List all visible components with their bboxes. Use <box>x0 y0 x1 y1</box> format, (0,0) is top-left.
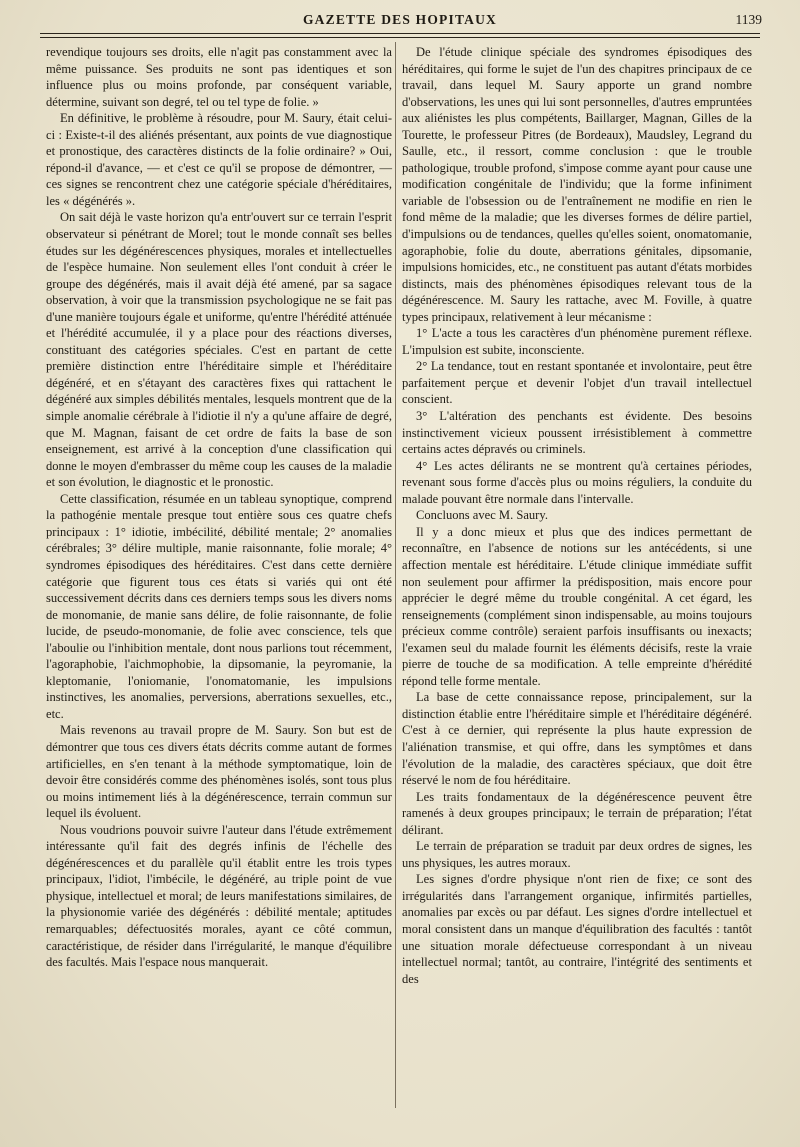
left-column <box>46 44 392 971</box>
left-paragraph-4: Cette classification, résumée en un tableau synoptique, comprend la pathogénie mentale presque tout entière sous ces quatre chefs principaux : 1° idiotie, imbécilité, débilité mentale; 2° anomalies cérébrales; 3° délire multiple, manie raisonnante, folie morale; 4° syndromes épisodiques des héréditaires. C'est dans cette dernière catégorie que figurent tous ces états si variés qui ont été successivement décrits dans ces derniers temps sous les divers noms de monomanie, de manie sans délire, de folie raisonnante, de folie lucide, de pseudo-monomanie, de folie avec conscience, tels que l'aboulie ou l'inhibition mentale, dont nous parlions tout récemment, l'agoraphobie, l'aichmophobie, la dipsomanie, la peyromanie, la kleptomanie, l'oniomanie, l'onomatomanie, les impulsions instinctives, les anomalies, perversions, aberrations sexuelles, etc., etc. <box>46 491 392 721</box>
page-number: 1139 <box>735 12 762 27</box>
right-paragraph-11: Les signes d'ordre physique n'ont rien de fixe; ce sont des irrégularités dans l'arrangement organique, infirmités partielles, anomalies par excès ou par défaut. Les signes d'ordre intellectuel et moral consistent dans un manque d'équilibration des facultés : tantôt une situation morale défectueuse correspondant à un niveau intellectuel normal; tantôt, au contraire, l'intégrité des sentiments et des <box>402 872 752 986</box>
right-paragraph-1: De l'étude clinique spéciale des syndromes épisodiques des héréditaires, qui forme le sujet de l'un des chapitres principaux de ce travail, dans lequel M. Saury apporte un grand nombre d'observations, les unes qui lui sont personnelles, d'autres empruntées aux aliénistes les plus compétents, Baillarger, Magnan, Gilles de la Tourette, le professeur Pitres (de Bordeaux), Maudsley, Legrand du Saulle, etc., il ressort, comme conclusion : que le trouble pathologique, trouble profond, s'impose comme ayant pour cause une modification congénitale de l'individu; que la forme infiniment variable de l'obsession ou de l'entraînement ne modifie en rien le fond même de la maladie; que les diverses formes de délire partiel, d'impulsions ou de tendances, quelles qu'elles soient, onomatomanie, agoraphobie, folie du doute, aberrations génitales, dipsomanie, impulsions homicides, etc., ne constituent pas autant d'états morbides distincts, mais des phénomènes épisodiques relevant tous de la dégénérescence. M. Saury les rattache, avec M. Foville, à quatre types principaux, relativement à leur mécanisme : <box>402 45 752 324</box>
right-paragraph-2: 1° L'acte a tous les caractères d'un phénomène purement réflexe. L'impulsion est subite, inconsciente. <box>402 326 752 357</box>
left-paragraph-5: Mais revenons au travail propre de M. Saury. Son but est de démontrer que tous ces divers états décrits comme autant de formes artificielles, en s'en tenant à la méthode symptomatique, loin de devoir être considérés comme des phénomènes isolés, sont tous plus ou moins intimement liés à la dégénérescence, terrain commun sur lequel ils évoluent. <box>46 723 392 821</box>
header-rule-thin <box>40 37 760 38</box>
left-paragraph-6: Nous voudrions pouvoir suivre l'auteur dans l'étude extrêmement intéressante qu'il fait des degrés infinis de l'échelle des dégénérescences et du parallèle qu'il établit entre les trois types principaux, l'idiot, l'imbécile, le dégénéré, au triple point de vue physique, intellectuel et moral; de leurs manifestations similaires, de la physionomie variée des dégénérés : débilité mentale; aptitudes remarquables; défectuosités morales, ayant ce côté commun, caractéristique, de résider dans l'irrégularité, le manque d'équilibre des facultés. Mais l'espace nous manquerait. <box>46 822 392 970</box>
right-paragraph-5: 4° Les actes délirants ne se montrent qu'à certaines périodes, revenant sous forme d'accès plus ou moins réguliers, la conduite du malade pouvant être normale dans l'intervalle. <box>402 458 752 506</box>
right-paragraph-3: 2° La tendance, tout en restant spontanée et involontaire, peut être parfaitement perçue et devenir l'objet d'un travail intellectuel conscient. <box>402 359 752 407</box>
right-paragraph-10: Le terrain de préparation se traduit par deux ordres de signes, les uns physiques, les autres moraux. <box>402 839 752 870</box>
left-paragraph-3: On sait déjà le vaste horizon qu'a entr'ouvert sur ce terrain l'esprit observateur si pénétrant de Morel; tout le monde connaît ses belles études sur les dégénérescences physiques, morales et intellectuelles de l'espèce humaine. Non seulement elles l'ont conduit à créer le groupe des dégénérés, mais il avait déjà été amené, par sa sagace observation, à voir que la transmission psychologique ne se fait pas d'une manière toujours égale et uniforme, qu'entre l'hérédité atténuée et l'hérédité accumulée, il y a place pour des réactions diverses, constituant des catégories spéciales. C'est en partant de cette première distinction entre l'héréditaire simple et l'héréditaire dégénéré, et en s'étayant des caractères fixes qui rattachent le dégénéré aux simples débilités mentales, lesquels montrent que de la simple anomalie cérébrale à l'idiotie il n'y a qu'une affaire de degré, que M. Magnan, faisant de cet ordre de faits la base de son enseignement, est arrivé à la conception d'une classification qui donne le moyen d'embrasser du même coup les causes de la maladie et son évolution, le diagnostic et le pronostic. <box>46 210 392 490</box>
right-paragraph-6: Concluons avec M. Saury. <box>416 508 548 523</box>
left-paragraph-2: En définitive, le problème à résoudre, pour M. Saury, était celui-ci : Existe-t-il des aliénés présentant, aux points de vue diagnostique et pronostique, des caractères distincts de la folie ordinaire? » Oui, répond-il d'avance, — et c'est ce qu'il se propose de démontrer, — ces signes se rencontrent chez une catégorie spéciale d'héréditaires, les « dégénérés ». <box>46 111 392 208</box>
page-header <box>38 8 762 34</box>
right-paragraph-4: 3° L'altération des penchants est évidente. Des besoins instinctivement vicieux poussent irrésistiblement à commettre certains actes dépravés ou criminels. <box>402 409 752 457</box>
right-paragraph-7: Il y a donc mieux et plus que des indices permettant de reconnaître, en l'absence de notions sur les antécédents, si une affection mentale est héréditaire. L'étude clinique immédiate suffit non seulement pour affirmer la prédisposition, mais encore pour apprécier le degré même du trouble congénital. A cet égard, les renseignements (complément sinon indispensable, au moins toujours précieux comme contrôle) seraient parfois insuffisants ou inexacts; l'examen seul du malade fournit les éléments décisifs, reste la vraie pierre de touche de sa modification. A telle empreinte d'hérédité répond telle forme mentale. <box>402 524 752 688</box>
column-divider <box>395 42 396 1108</box>
journal-title: GAZETTE DES HOPITAUX <box>302 12 498 27</box>
left-paragraph-1: revendique toujours ses droits, elle n'agit pas constamment avec la même puissance. Ses produits ne sont pas identiques et son influence plus ou moins profonde, par conséquent variable, détermine, suivant son degré, tel ou tel type de folie. » <box>46 45 392 109</box>
header-rule-thick <box>40 33 760 34</box>
right-paragraph-9: Les traits fondamentaux de la dégénérescence peuvent être ramenés à deux groupes principaux; le terrain de préparation; l'état délirant. <box>402 789 752 837</box>
right-column <box>402 44 752 987</box>
right-paragraph-8: La base de cette connaissance repose, principalement, sur la distinction établie entre l'héréditaire simple et l'héréditaire dégénéré. C'est à ce dernier, qui représente la plus haute expression de l'aliénation transmise, et qui offre, dans les symptômes et dans l'évolution de la maladie, des caractères spéciaux, que doit être réservé le nom de fou héréditaire. <box>402 690 752 788</box>
